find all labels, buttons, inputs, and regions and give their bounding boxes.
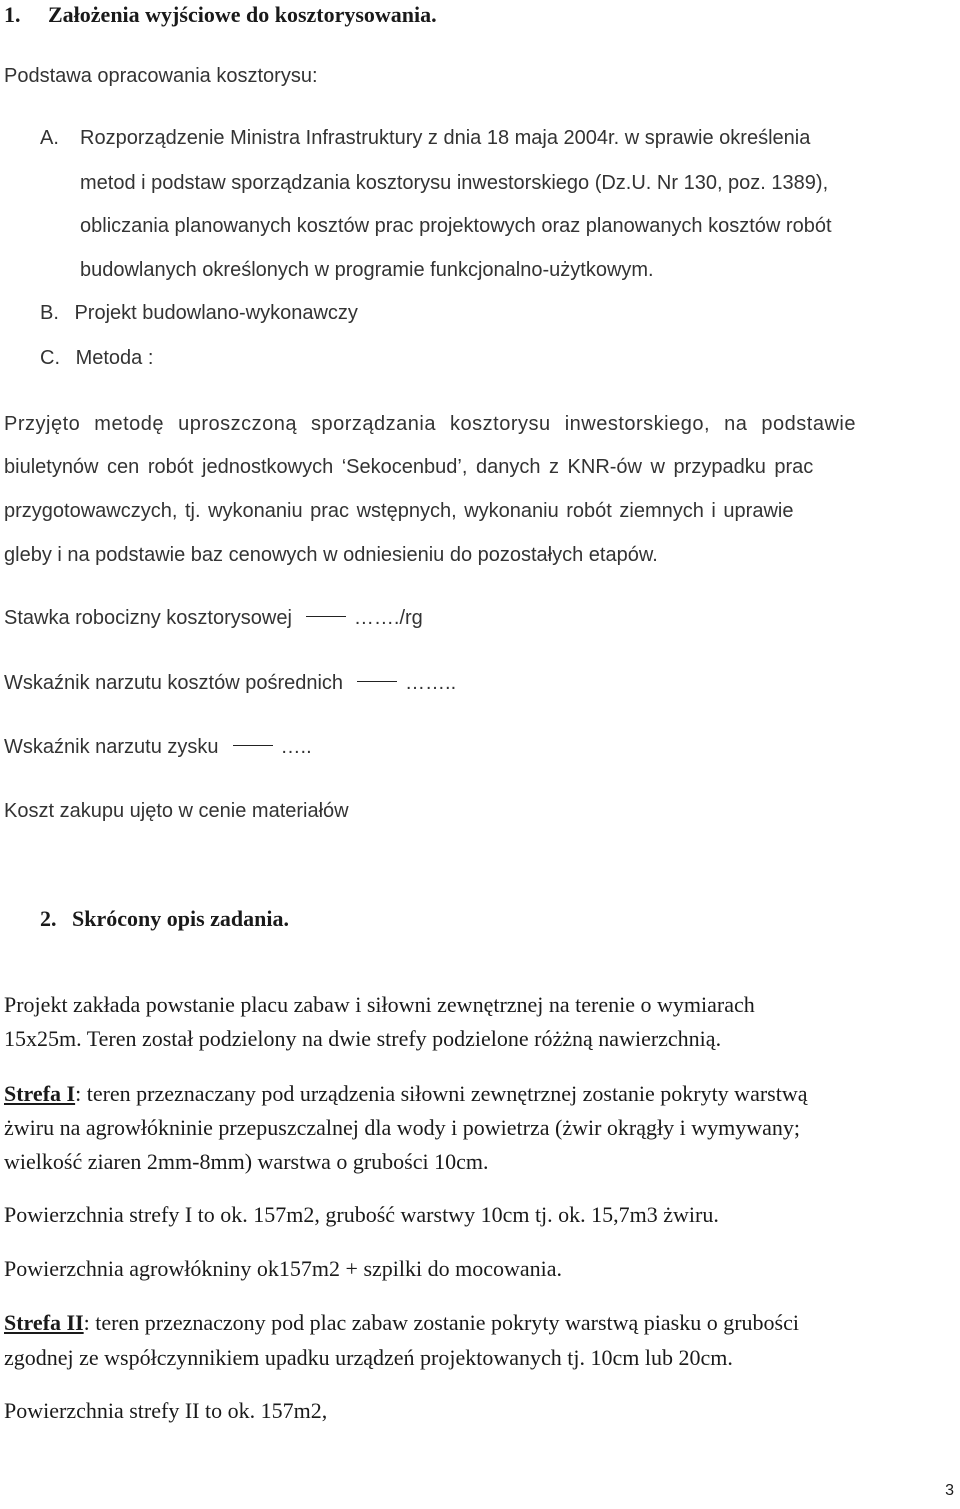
section2-heading (40, 905, 289, 933)
page-number: 3 (945, 1482, 954, 1499)
profit-dash (233, 745, 273, 746)
indirect-line (4, 669, 456, 697)
section1-heading (4, 1, 437, 29)
zone1-geotextile: Powierzchnia agrowłókniny ok157m2 + szpilki do mocowania. (4, 1256, 563, 1281)
section1-title: Założenia wyjściowe do kosztorysowania. (48, 2, 437, 27)
zone1-line2: żwiru na agrowłókninie przepuszczalnej dla wody i powietrza (żwir okrągły i wymywany; (4, 1115, 801, 1140)
zone2-line1-text: : teren przeznaczony pod plac zabaw zostanie pokryty warstwą piasku o grubości (83, 1310, 799, 1335)
item-b (40, 299, 358, 327)
item-b-text: Projekt budowlano-wykonawczy (74, 302, 358, 324)
method-line3-text: przygotowawczych, tj. wykonaniu prac wstępnych, wykonaniu robót ziemnych i uprawie (4, 500, 794, 522)
item-a-line4: budowlanych określonych w programie funkcjonalno-użytkowym. (80, 259, 654, 281)
rate-value: ……./rg (353, 607, 423, 629)
zone1-area: Powierzchnia strefy I to ok. 157m2, grubość warstwy 10cm tj. ok. 15,7m3 żwiru. (4, 1202, 719, 1227)
basis-label: Podstawa opracowania kosztorysu: (4, 65, 318, 87)
purchase-cost: Koszt zakupu ujęto w cenie materiałów (4, 800, 349, 822)
method-line2 (4, 453, 813, 481)
item-c-text: Metoda : (75, 347, 154, 369)
method-line4: gleby i na podstawie baz cenowych w odniesieniu do pozostałych etapów. (4, 544, 658, 566)
s2-p1-line2: 15x25m. Teren został podzielony na dwie strefy podzielone różżną nawierzchnią. (4, 1026, 722, 1051)
zone1-label: Strefa I (4, 1081, 76, 1106)
indirect-label: Wskaźnik narzutu kosztów pośrednich (4, 672, 344, 694)
section2-title: Skrócony opis zadania. (72, 906, 289, 931)
s2-p1-line1: Projekt zakłada powstanie placu zabaw i siłowni zewnętrznej na terenie o wymiarach (4, 992, 755, 1017)
profit-line (4, 733, 312, 761)
zone1-line3: wielkość ziaren 2mm-8mm) warstwa o grubości 10cm. (4, 1149, 489, 1174)
item-b-letter: B. (40, 302, 59, 324)
indirect-value: …….. (405, 672, 457, 694)
zone2-label: Strefa II (4, 1310, 84, 1335)
section1-number: 1. (4, 2, 21, 27)
item-a-line1: Rozporządzenie Ministra Infrastruktury z dnia 18 maja 2004r. w sprawie określenia (80, 127, 811, 149)
indirect-dash (357, 681, 397, 682)
item-a-line2: metod i podstaw sporządzania kosztorysu inwestorskiego (Dz.U. Nr 130, poz. 1389), (80, 172, 829, 194)
item-a-line3: obliczania planowanych kosztów prac projektowych oraz planowanych kosztów robót (80, 215, 832, 237)
profit-value: ….. (280, 736, 312, 758)
method-line2-text: biuletynów cen robót jednostkowych ‘Sekocenbud’, danych z KNR-ów w przypadku prac (4, 456, 814, 478)
method-line3 (4, 497, 793, 525)
rate-dash (306, 616, 346, 617)
profit-label: Wskaźnik narzutu zysku (4, 736, 219, 758)
section2-number: 2. (40, 906, 57, 931)
item-c (40, 344, 153, 372)
method-line1-text: Przyjęto metodę uproszczoną sporządzania kosztorysu inwestorskiego, na podstawie (4, 413, 856, 435)
zone1-line1 (4, 1080, 808, 1108)
zone2-line2: zgodnej ze współczynnikiem upadku urządzeń projektowanych tj. 10cm lub 20cm. (4, 1345, 733, 1370)
zone1-line1-text: : teren przeznaczany pod urządzenia siłowni zewnętrznej zostanie pokryty warstwą (75, 1081, 808, 1106)
item-a-letter: A. (40, 127, 59, 149)
item-c-letter: C. (40, 347, 60, 369)
method-line1 (4, 410, 956, 438)
rate-line (4, 604, 423, 632)
zone2-line1 (4, 1309, 799, 1337)
rate-label: Stawka robocizny kosztorysowej (4, 607, 292, 629)
zone2-area: Powierzchnia strefy II to ok. 157m2, (4, 1398, 328, 1423)
